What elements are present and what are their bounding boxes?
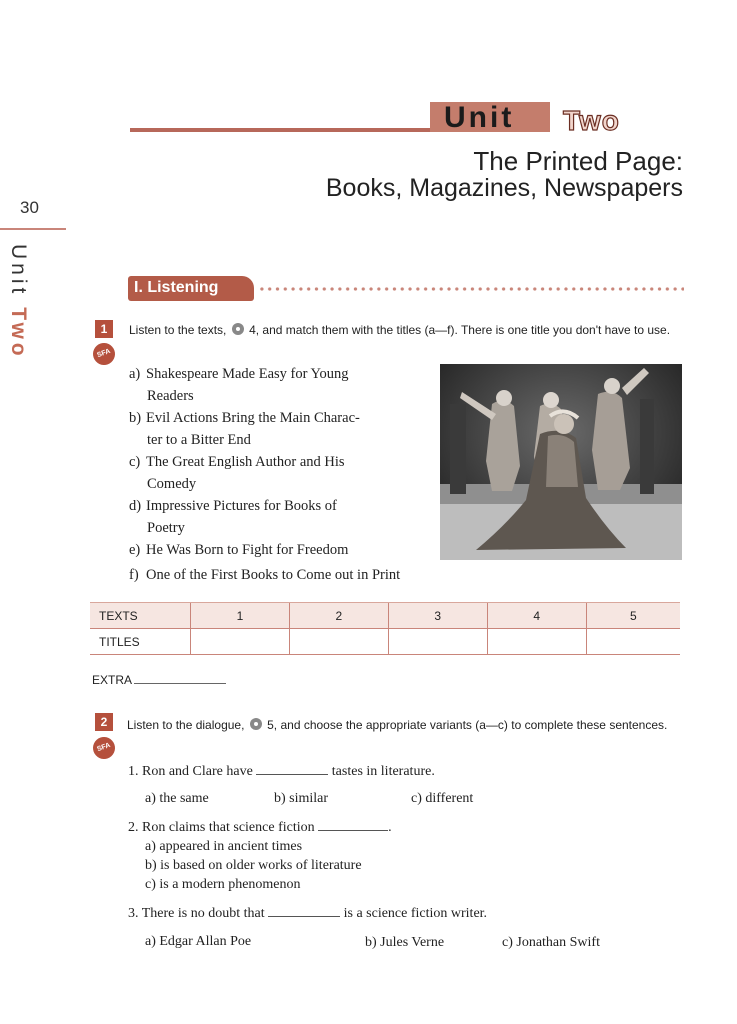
answer-cell[interactable] [191,629,290,655]
theatre-stage-photo [440,364,682,560]
title-option-a [129,363,419,407]
column-header: 5 [586,603,680,629]
option-text-cont: Readers [147,388,194,404]
title-option-e [129,539,429,561]
q3-option-b: b) Jules Verne [365,935,445,950]
track-number: 4 [249,323,256,337]
exercise-1-sfa-badge: SFA [90,340,118,368]
question-stem: 3. There is no doubt that [128,906,265,921]
unit-number: Two [563,105,620,136]
option-letter: b) [129,410,142,426]
question-3 [128,904,487,924]
answer-cell[interactable] [388,629,487,655]
option-text: One of the First Books to Come out in Print [146,567,401,583]
option-text: Evil Actions Bring the Main Charac- [146,410,360,426]
option-letter: e) [129,542,141,558]
question-stem: 1. Ron and Clare have [128,764,253,779]
extra-answer-line[interactable] [134,683,226,684]
question-2 [128,818,392,838]
header-rule [130,128,430,132]
instruction-text: Listen to the texts, [129,323,227,337]
answer-blank[interactable] [268,916,340,917]
q2-option-b: b) is based on older works of literature [145,858,362,873]
title-option-c [129,451,419,495]
q1-option-b: b) similar [274,791,329,806]
unit-label: Unit [444,101,515,134]
matching-table [90,602,680,655]
option-letter: f) [129,567,139,583]
q3-option-c: c) Jonathan Swift [502,935,600,950]
chapter-title-line1: The Printed Page: [473,146,683,176]
option-text: Shakespeare Made Easy for Young [146,366,349,382]
side-rule [0,228,66,230]
answer-cell[interactable] [289,629,388,655]
question-stem: 2. Ron claims that science fiction [128,820,315,835]
q2-option-c: c) is a modern phenomenon [145,877,301,892]
exercise-1-instruction [129,323,684,337]
instruction-text-cont: , and match them with the titles (a—f). There is one title you don't have to use. [255,323,671,337]
exercise-2-instruction [127,718,687,732]
page-number: 30 [20,198,39,217]
question-stem-cont: tastes in literature. [331,764,435,779]
exercise-2-sfa-badge: SFA [90,734,118,762]
side-unit-label [6,244,30,360]
row-label-texts: TEXTS [90,603,191,629]
column-header: 2 [289,603,388,629]
title-option-f [129,564,459,586]
track-number: 5 [267,718,274,732]
cd-icon [250,718,262,730]
exercise-1-number: 1 [95,320,113,338]
option-text-cont: Comedy [147,476,197,492]
option-text: Impressive Pictures for Books of [146,498,337,514]
answer-cell[interactable] [487,629,586,655]
answer-blank[interactable] [256,774,328,775]
q1-option-a: a) the same [145,791,209,806]
q3-option-a: a) Edgar Allan Poe [145,934,252,949]
side-unit-number: Two [7,307,30,360]
question-1 [128,762,435,782]
chapter-title-line2: Books, Magazines, Newspapers [325,174,683,202]
section-dotted-rule [258,284,684,294]
column-header: 3 [388,603,487,629]
answer-blank[interactable] [318,830,388,831]
question-stem-cont: . [388,820,392,835]
instruction-text-cont: , and choose the appropriate variants (a—c) to complete these sentences. [273,718,668,732]
option-letter: a) [129,366,141,382]
title-option-b [129,407,419,451]
side-unit-word: Unit [7,244,30,298]
title-option-d [129,495,419,539]
instruction-text: Listen to the dialogue, [127,718,245,732]
table-row-titles [90,629,680,655]
row-label-titles: TITLES [90,629,191,655]
column-header: 1 [191,603,290,629]
section-title: I. Listening [134,279,219,296]
answer-cell[interactable] [586,629,680,655]
option-text: He Was Born to Fight for Freedom [146,542,349,558]
option-text-cont: Poetry [147,520,185,536]
extra-label: EXTRA [92,673,133,687]
column-header: 4 [487,603,586,629]
table-row-texts [90,603,680,629]
question-stem-cont: is a science fiction writer. [343,906,488,921]
option-text-cont: ter to a Bitter End [147,432,251,448]
exercise-2-number: 2 [95,713,113,731]
option-letter: c) [129,454,141,470]
option-letter: d) [129,498,142,514]
cd-icon [232,323,244,335]
q2-option-a: a) appeared in ancient times [145,839,303,854]
q1-option-c: c) different [411,791,474,806]
option-text: The Great English Author and His [146,454,345,470]
